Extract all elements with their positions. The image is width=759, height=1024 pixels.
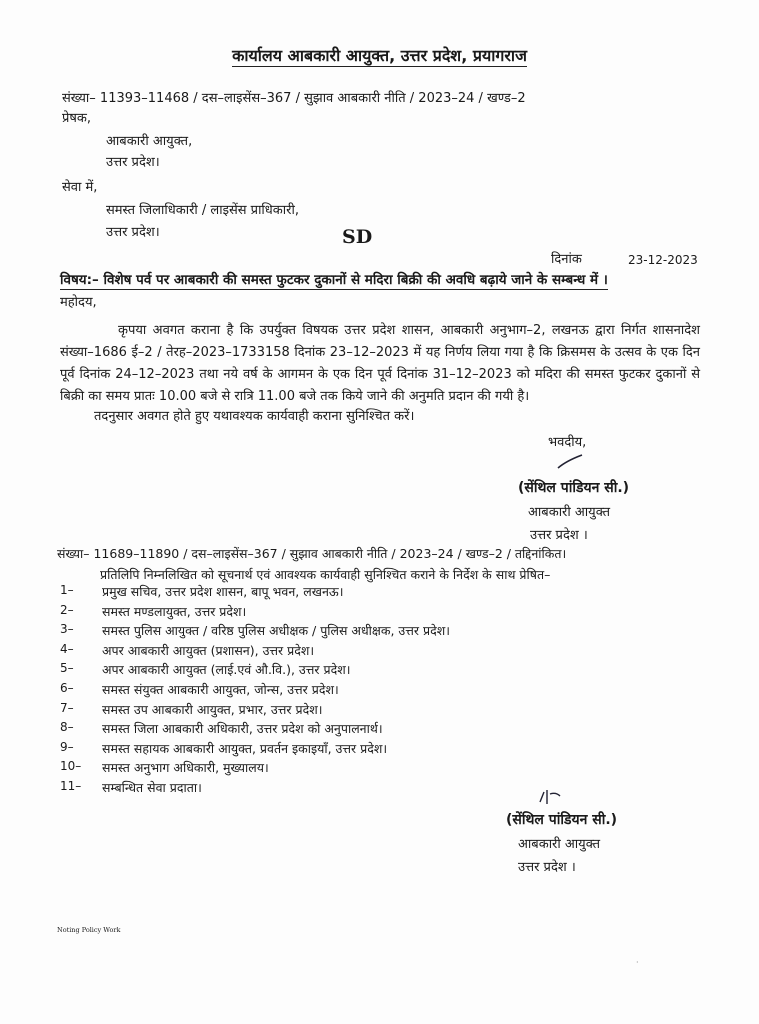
letter-subject: विषय:– विशेष पर्व पर आबकारी की समस्त फुटकर दुकानों से मदिरा बिक्री की अवधि बढ़ाये जाने के सम्बन्ध में । [60, 272, 608, 288]
recipient-line-2: उत्तर प्रदेश। [106, 225, 160, 240]
body-paragraph: कृपया अवगत कराना है कि उपर्युक्त विषयक उत्तर प्रदेश शासन, आबकारी अनुभाग–2, लखनऊ द्वारा निर्गत शासनादेश संख्या–1686 ई–2 / तेरह–2023–1733158 दिनांक 23–12–2023 में यह निर्णय लिया गया है कि क्रिसमस के उत्सव के एक दिन पूर्व दिनांक 24–12–2023 तथा नये वर्ष के आगमन के एक दिन पूर्व दिनांक 31–12–2023 को मदिरा की समस्त फुटकर दुकानों से बिक्री का समय प्रातः 10.00 बजे से रात्रि 11.00 बजे तक किये जाने की अनुमति प्रदान की गयी है। [60, 323, 700, 404]
copy-intro: प्रतिलिपि निम्नलिखित को सूचनार्थ एवं आवश्यक कार्यवाही सुनिश्चित कराने के निर्देश के साथ प्रेषित– [100, 567, 551, 582]
copy-item-text: समस्त मण्डलायुक्त, उत्तर प्रदेश। [102, 604, 247, 619]
copy-item-number: 6– [60, 681, 74, 695]
copy-item-text: अपर आबकारी आयुक्त (लाई.एवं औ.वि.), उत्तर प्रदेश। [102, 662, 351, 677]
copy-item-text: समस्त संयुक्त आबकारी आयुक्त, जोन्स, उत्तर प्रदेश। [102, 682, 339, 697]
date-value: 23-12-2023 [628, 253, 698, 267]
corner-mark: · [636, 958, 639, 967]
copy-item-number: 1– [60, 583, 74, 597]
copy-item-number: 9– [60, 740, 74, 754]
copy-item-number: 11– [60, 779, 82, 793]
copy-item-text: सम्बन्धित सेवा प्रदाता। [102, 780, 202, 795]
sender-line-2: उत्तर प्रदेश। [106, 155, 160, 170]
signature-mark-2 [536, 784, 564, 808]
letter-reference-number: संख्या– 11393–11468 / दस–लाइसेंस–367 / सुझाव आबकारी नीति / 2023–24 / खण्ड–2 [62, 91, 526, 106]
copy-item-number: 2– [60, 603, 74, 617]
copy-item-text: समस्त जिला आबकारी अधिकारी, उत्तर प्रदेश को अनुपालनार्थ। [102, 721, 383, 736]
copy-item-number: 4– [60, 642, 74, 656]
copy-item-text: प्रमुख सचिव, उत्तर प्रदेश शासन, बापू भवन, लखनऊ। [102, 584, 344, 599]
signatory-name: (सेंथिल पांडियन सी.) [518, 480, 630, 496]
body-closing: तदनुसार अवगत होते हुए यथावश्यक कार्यवाही कराना सुनिश्चित करें। [94, 409, 415, 424]
signatory-state: उत्तर प्रदेश । [530, 528, 588, 543]
copy-item-text: समस्त सहायक आबकारी आयुक्त, प्रवर्तन इकाइयाँ, उत्तर प्रदेश। [102, 741, 388, 756]
copy-item-text: अपर आबकारी आयुक्त (प्रशासन), उत्तर प्रदेश। [102, 643, 315, 658]
copy-reference-number: संख्या– 11689–11890 / दस–लाइसेंस–367 / सुझाव आबकारी नीति / 2023–24 / खण्ड–2 / तद्दिनांकित। [57, 546, 567, 561]
date-label: दिनांक [551, 252, 582, 267]
copy-item-text: समस्त पुलिस आयुक्त / वरिष्ठ पुलिस अधीक्षक / पुलिस अधीक्षक, उत्तर प्रदेश। [102, 623, 450, 638]
office-title: कार्यालय आबकारी आयुक्त, उत्तर प्रदेश, प्रयागराज [232, 46, 527, 65]
copy-item-number: 3– [60, 622, 74, 636]
copy-signatory-title: आबकारी आयुक्त [518, 837, 601, 852]
sender-line-1: आबकारी आयुक्त, [106, 134, 193, 149]
recipient-line-1: समस्त जिलाधिकारी / लाइसेंस प्राधिकारी, [106, 203, 299, 218]
copy-item-text: समस्त अनुभाग अधिकारी, मुख्यालय। [102, 760, 269, 775]
recipient-label: सेवा में, [62, 180, 98, 195]
copy-item-number: 5– [60, 661, 74, 675]
copy-signatory-name: (सेंथिल पांडियन सी.) [506, 812, 618, 828]
copy-item-number: 7– [60, 701, 74, 715]
copy-item-number: 10– [60, 759, 82, 773]
copy-item-number: 8– [60, 720, 74, 734]
sender-label: प्रेषक, [62, 111, 92, 126]
signatory-title: आबकारी आयुक्त [528, 505, 611, 520]
salutation: महोदय, [60, 295, 97, 310]
valediction: भवदीय, [548, 435, 587, 450]
copy-item-text: समस्त उप आबकारी आयुक्त, प्रभार, उत्तर प्रदेश। [102, 702, 323, 717]
sd-mark: SD [342, 226, 373, 248]
footer-note: Noting Policy Work [57, 926, 121, 934]
copy-signatory-state: उत्तर प्रदेश । [518, 860, 576, 875]
signature-mark [556, 452, 586, 472]
